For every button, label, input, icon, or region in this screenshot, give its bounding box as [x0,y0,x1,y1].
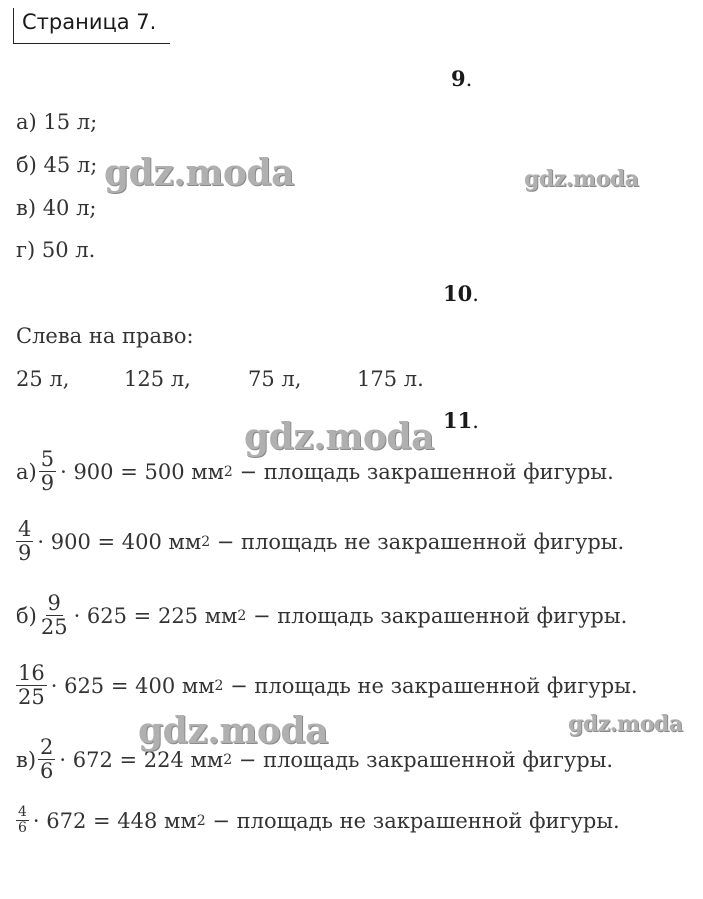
watermark: gdz.moda [568,711,683,737]
equation-body: · 672 = 448 мм [32,808,197,833]
equation-b-unshaded [16,662,638,709]
task-9-item-b: б) 45 л; [16,153,98,177]
exponent: 2 [223,751,233,768]
task-11-number [443,408,479,433]
task-11-number-text: 11 [443,408,473,433]
fraction-denominator: 9 [40,471,55,496]
page-label: Страница 7. [22,10,157,34]
task-10-number-dot: . [472,282,479,306]
equation-prefix: а) [16,459,37,484]
task-10-value-1: 25 л, [16,367,70,391]
fraction [16,805,29,837]
fraction-denominator: 6 [18,820,27,837]
fraction [16,518,33,565]
exponent: 2 [223,463,233,480]
fraction-denominator: 9 [18,541,32,566]
watermark: gdz.moda [524,166,639,192]
task-10-value-3: 75 л, [248,367,302,391]
equation-b-shaded [16,592,627,639]
fraction-numerator: 4 [18,804,27,820]
watermark: gdz.moda [138,710,328,752]
fraction-denominator: 25 [40,615,68,640]
equation-body: · 900 = 400 мм [37,529,202,554]
task-9-item-a: а) 15 л; [16,110,98,134]
watermark: gdz.moda [244,416,434,458]
task-10-number-text: 10 [443,281,473,306]
equation-body: · 625 = 225 мм [73,603,238,628]
task-10-value-2: 125 л, [124,367,191,391]
fraction-numerator: 5 [40,447,55,471]
equation-body: · 900 = 500 мм [60,459,224,484]
task-9-item-g: г) 50 л. [16,238,96,262]
task-10-intro: Слева на право: [16,324,194,348]
equation-description: − площадь не закрашенной фигуры. [210,529,625,554]
task-10-number [443,281,479,306]
equation-description: − площадь не закрашенной фигуры. [205,808,620,833]
fraction-numerator: 4 [18,517,32,541]
page-label-box [13,8,170,44]
fraction-denominator: 6 [40,759,54,784]
fraction [38,736,55,783]
equation-body: · 625 = 400 мм [50,673,215,698]
exponent: 2 [201,533,211,550]
equation-prefix: б) [16,603,37,628]
fraction-numerator: 16 [18,661,45,685]
exponent: 2 [196,812,206,829]
equation-prefix: в) [16,747,37,772]
fraction-numerator: 2 [40,735,54,759]
watermark: gdz.moda [104,152,294,194]
exponent: 2 [214,677,224,694]
task-10-value-4: 175 л. [357,367,424,391]
task-9-item-v: в) 40 л; [16,196,97,220]
fraction-numerator: 9 [47,591,61,615]
equation-body: · 672 = 224 мм [59,747,224,772]
fraction-denominator: 25 [18,685,45,710]
task-11-number-dot: . [472,409,479,433]
equation-description: − площадь не закрашенной фигуры. [223,673,638,698]
equation-description: − площадь закрашенной фигуры. [232,747,614,772]
exponent: 2 [237,607,247,624]
task-9-number [451,66,472,91]
equation-description: − площадь закрашенной фигуры. [232,459,614,484]
task-9-number-dot: . [465,67,473,91]
fraction [39,592,70,639]
task-9-number-text: 9 [451,66,466,91]
equation-a-unshaded [16,518,624,565]
fraction [39,448,56,495]
fraction [16,662,47,709]
equation-v-unshaded [16,805,620,837]
equation-description: − площадь закрашенной фигуры. [246,603,628,628]
